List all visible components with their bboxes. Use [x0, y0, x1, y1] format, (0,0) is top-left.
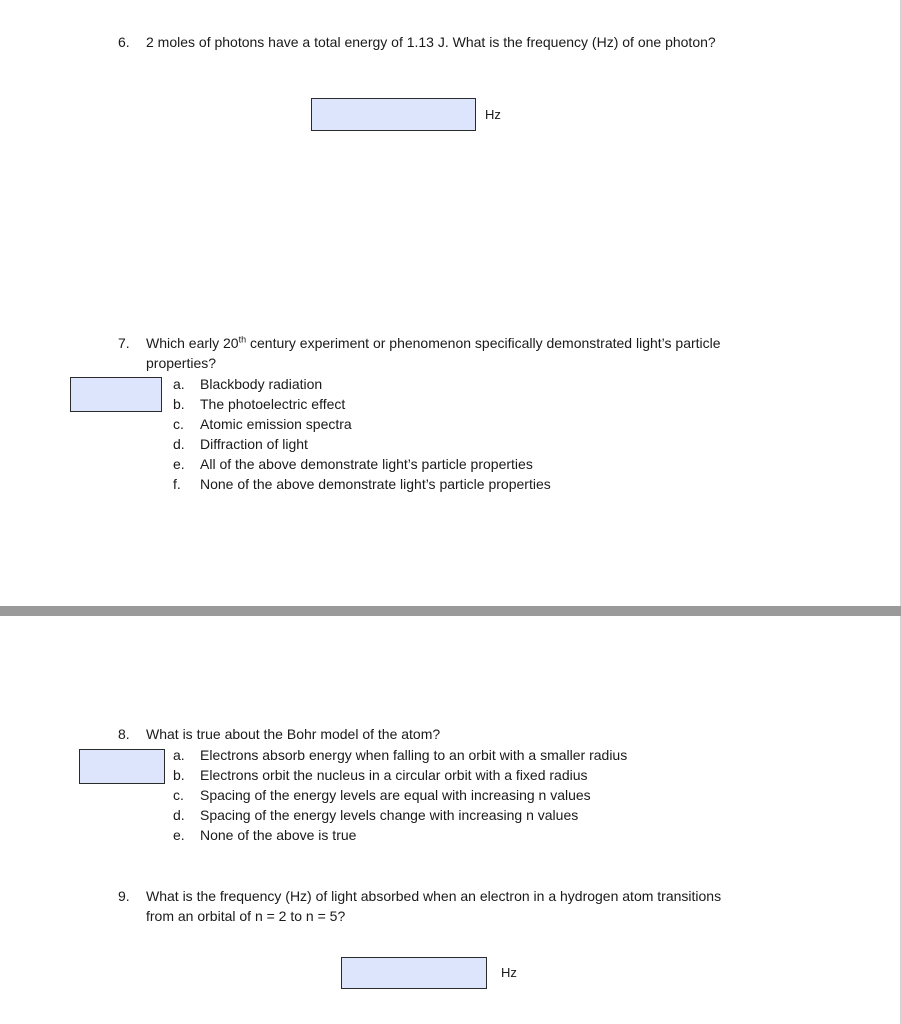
question-9-text-line1: What is the frequency (Hz) of light absorbed when an electron in a hydrogen atom transitions	[146, 888, 722, 904]
option-letter: a.	[173, 747, 185, 763]
option-letter: c.	[173, 416, 184, 432]
option-text: Atomic emission spectra	[200, 416, 352, 432]
question-7-text-part: Which early 20	[146, 335, 239, 351]
option-text: Diffraction of light	[200, 436, 308, 452]
option-letter: f.	[173, 476, 181, 492]
option-letter: d.	[173, 436, 185, 452]
question-7-text-part: century experiment or phenomenon specifically demonstrated light’s particle	[246, 335, 721, 351]
question-7-text	[146, 333, 846, 373]
option-text: The photoelectric effect	[200, 396, 346, 412]
option-letter: b.	[173, 767, 185, 783]
option-text: Spacing of the energy levels are equal with increasing n values	[200, 787, 591, 803]
option-text: Spacing of the energy levels change with increasing n values	[200, 807, 579, 823]
question-9-number: 9.	[118, 888, 130, 904]
question-8-number: 8.	[118, 726, 130, 742]
option-letter: a.	[173, 376, 185, 392]
option-letter: e.	[173, 456, 185, 472]
question-6-number: 6.	[118, 34, 130, 50]
page-separator	[0, 606, 901, 616]
question-7-answer-input[interactable]	[70, 377, 162, 412]
option-letter: e.	[173, 827, 185, 843]
question-7-ordinal-suffix: th	[238, 334, 247, 345]
option-text: Electrons absorb energy when falling to an orbit with a smaller radius	[200, 747, 628, 763]
question-9-unit: Hz	[501, 965, 517, 980]
question-6-unit: Hz	[485, 107, 501, 122]
question-9-answer-input[interactable]	[341, 957, 487, 989]
option-text: None of the above is true	[200, 827, 357, 843]
option-text: Blackbody radiation	[200, 376, 323, 392]
question-7-number: 7.	[118, 335, 130, 351]
question-9-text-line2: from an orbital of n = 2 to n = 5?	[146, 908, 346, 924]
question-9-text	[146, 886, 846, 926]
option-letter: c.	[173, 787, 184, 803]
option-text: None of the above demonstrate light’s particle properties	[200, 476, 551, 492]
option-letter: b.	[173, 396, 185, 412]
question-7-text-line2: properties?	[146, 355, 217, 371]
question-8-text: What is true about the Bohr model of the atom?	[146, 726, 441, 742]
option-letter: d.	[173, 807, 185, 823]
question-6-answer-input[interactable]	[311, 98, 476, 131]
option-text: All of the above demonstrate light’s particle properties	[200, 456, 533, 472]
page-2	[0, 616, 901, 1024]
option-text: Electrons orbit the nucleus in a circular orbit with a fixed radius	[200, 767, 588, 783]
question-6-text: 2 moles of photons have a total energy of 1.13 J. What is the frequency (Hz) of one photon?	[146, 34, 716, 50]
question-8-answer-input[interactable]	[79, 749, 165, 784]
